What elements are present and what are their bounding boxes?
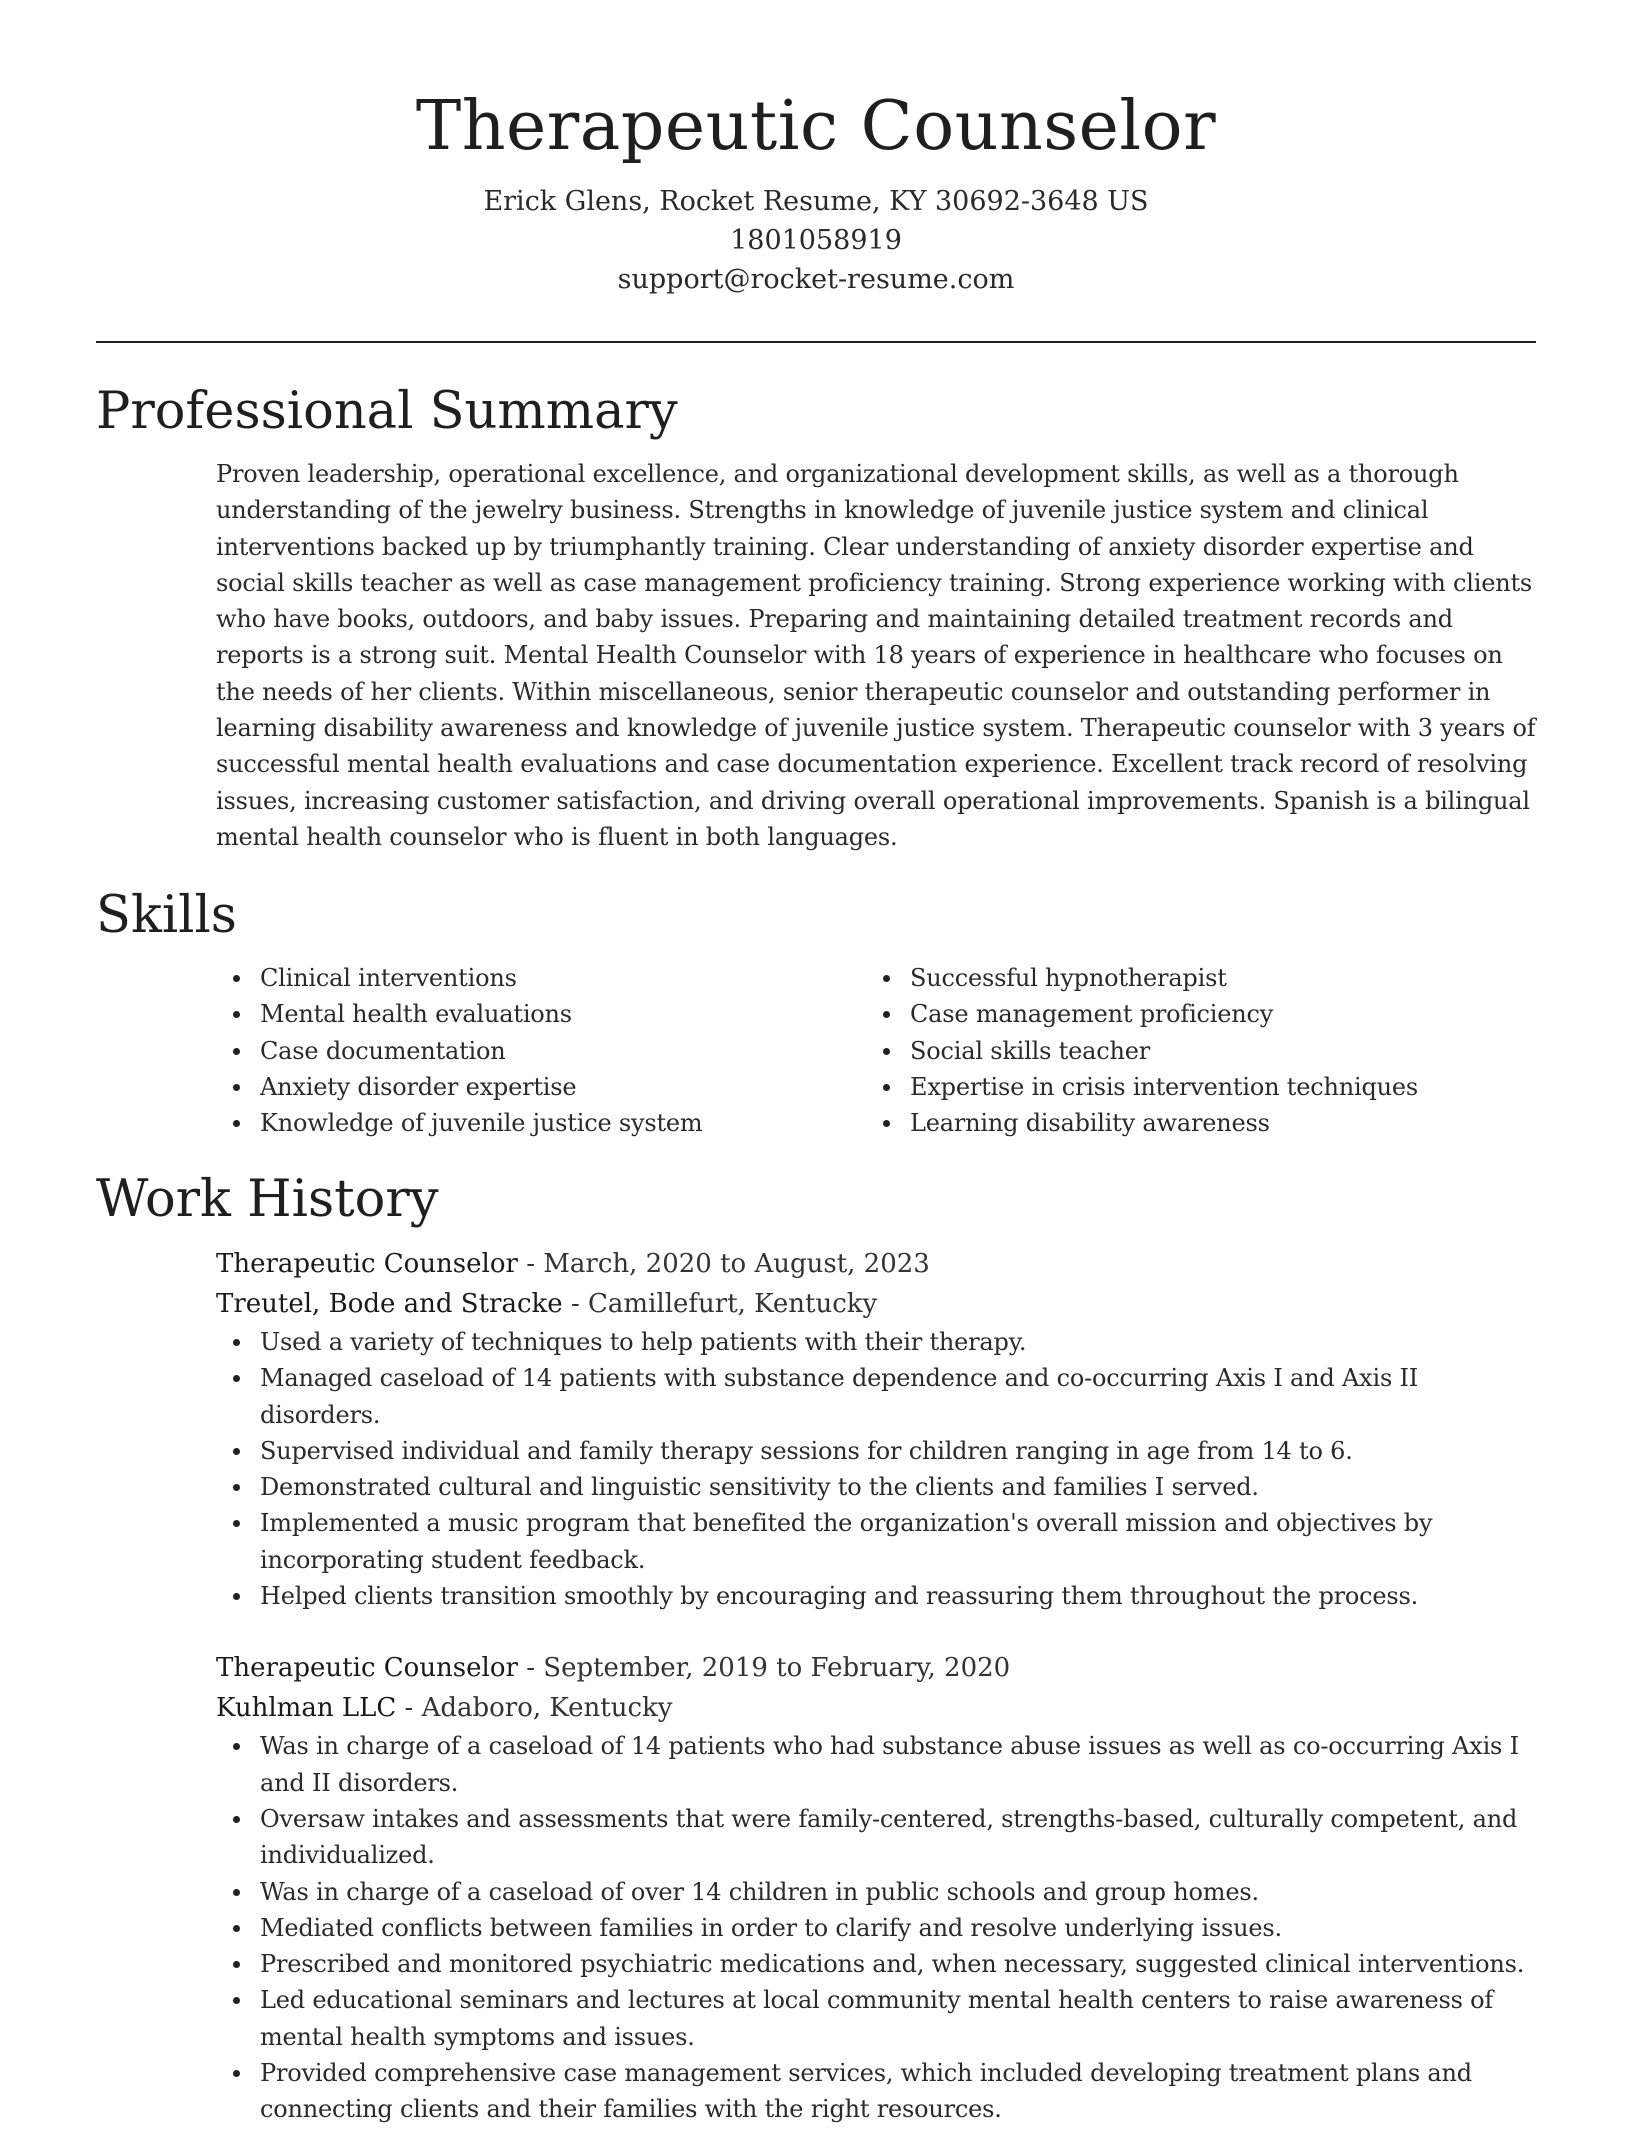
job-dates: March, 2020 to August, 2023 <box>543 1249 930 1279</box>
job-duty-item: Led educational seminars and lectures at local community mental health centers to raise awareness of mental health symptoms and issues. <box>260 1982 1536 2055</box>
job-location: Camillefurt, Kentucky <box>588 1289 878 1319</box>
summary-heading: Professional Summary <box>96 382 678 441</box>
job-duties-list <box>216 1324 1536 1614</box>
skills-list-left <box>216 960 866 1141</box>
jobs-list <box>216 1244 1536 2128</box>
contact-info <box>0 182 1632 299</box>
job-location: Adaboro, Kentucky <box>421 1693 673 1724</box>
work-section <box>96 1170 1536 2144</box>
work-heading: Work History <box>96 1170 439 1229</box>
job-duty-item: Implemented a music program that benefited the organization's overall mission and objectives by incorporating student feedback. <box>260 1505 1536 1578</box>
job-entry <box>216 1244 1536 1614</box>
job-company: Treutel, Bode and Stracke <box>216 1289 563 1319</box>
skill-item: Successful hypnotherapist <box>910 960 1516 996</box>
skill-item: Learning disability awareness <box>910 1105 1516 1141</box>
summary-section <box>96 382 1536 855</box>
skills-column-left <box>216 960 866 1141</box>
skill-item: Clinical interventions <box>260 960 866 996</box>
contact-phone: 1801058919 <box>730 225 902 256</box>
job-duty-item: Mediated conflicts between families in order to clarify and resolve underlying issues. <box>260 1910 1536 1946</box>
skills-section <box>96 886 1536 1141</box>
resume-header <box>0 0 1632 299</box>
skill-item: Mental health evaluations <box>260 996 866 1032</box>
job-title: Therapeutic Counselor <box>216 1249 518 1279</box>
skills-list-right <box>866 960 1516 1141</box>
skill-item: Anxiety disorder expertise <box>260 1069 866 1105</box>
header-divider <box>96 341 1536 343</box>
job-title-line: Therapeutic Counselor - March, 2020 to August, 2023 <box>216 1249 930 1279</box>
skills-column-right <box>866 960 1516 1141</box>
job-duty-item: Provided comprehensive case management services, which included developing treatment plans and connecting clients and their families with the right resources. <box>260 2055 1536 2128</box>
skills-heading: Skills <box>96 886 237 945</box>
job-duty-item: Managed caseload of 14 patients with substance dependence and co-occurring Axis I and Axis II disorders. <box>260 1360 1536 1433</box>
skills-grid <box>216 960 1536 1141</box>
contact-address: Erick Glens, Rocket Resume, KY 30692-3648 US <box>483 186 1149 217</box>
resume-title: Therapeutic Counselor <box>415 87 1217 166</box>
job-title-line: Therapeutic Counselor - September, 2019 to February, 2020 <box>216 1653 1011 1684</box>
contact-email: support@rocket-resume.com <box>617 264 1015 295</box>
skill-item: Social skills teacher <box>910 1033 1516 1069</box>
job-title: Therapeutic Counselor <box>216 1653 518 1684</box>
job-company: Kuhlman LLC <box>216 1693 397 1724</box>
job-duty-item: Demonstrated cultural and linguistic sensitivity to the clients and families I served. <box>260 1469 1536 1505</box>
skill-item: Expertise in crisis intervention techniques <box>910 1069 1516 1105</box>
job-company-line: Kuhlman LLC - Adaboro, Kentucky <box>216 1693 673 1724</box>
job-company-line: Treutel, Bode and Stracke - Camillefurt, Kentucky <box>216 1289 878 1319</box>
job-duty-item: Oversaw intakes and assessments that were family-centered, strengths-based, culturally competent, and individualized. <box>260 1801 1536 1874</box>
job-duty-item: Was in charge of a caseload of over 14 children in public schools and group homes. <box>260 1874 1536 1910</box>
job-dates: September, 2019 to February, 2020 <box>543 1653 1011 1684</box>
job-duty-item: Was in charge of a caseload of 14 patients who had substance abuse issues as well as co-occurring Axis I and II disorders. <box>260 1728 1536 1801</box>
job-duty-item: Supervised individual and family therapy sessions for children ranging in age from 14 to 6. <box>260 1433 1536 1469</box>
skill-item: Knowledge of juvenile justice system <box>260 1105 866 1141</box>
job-duty-item: Prescribed and monitored psychiatric medications and, when necessary, suggested clinical interventions. <box>260 1946 1536 1982</box>
job-duty-item: Helped clients transition smoothly by encouraging and reassuring them throughout the process. <box>260 1578 1536 1614</box>
skill-item: Case documentation <box>260 1033 866 1069</box>
job-entry <box>216 1648 1536 2127</box>
job-duties-list <box>216 1728 1536 2127</box>
skill-item: Case management proficiency <box>910 996 1516 1032</box>
summary-text: Proven leadership, operational excellence, and organizational development skills, as well as a thorough understanding of the jewelry business. Strengths in knowledge of juvenile justice system and clinical interventions backed up by triumphantly training. Clear understanding of anxiety disorder expertise and social skills teacher as well as case management proficiency training. Strong experience working with clients who have books, outdoors, and baby issues. Preparing and maintaining detailed treatment records and reports is a strong suit. Mental Health Counselor with 18 years of experience in healthcare who focuses on the needs of her clients. Within miscellaneous, senior therapeutic counselor and outstanding performer in learning disability awareness and knowledge of juvenile justice system. Therapeutic counselor with 3 years of successful mental health evaluations and case documentation experience. Excellent track record of resolving issues, increasing customer satisfaction, and driving overall operational improvements. Spanish is a bilingual mental health counselor who is fluent in both languages. <box>216 460 1536 851</box>
job-duty-item: Used a variety of techniques to help patients with their therapy. <box>260 1324 1536 1360</box>
